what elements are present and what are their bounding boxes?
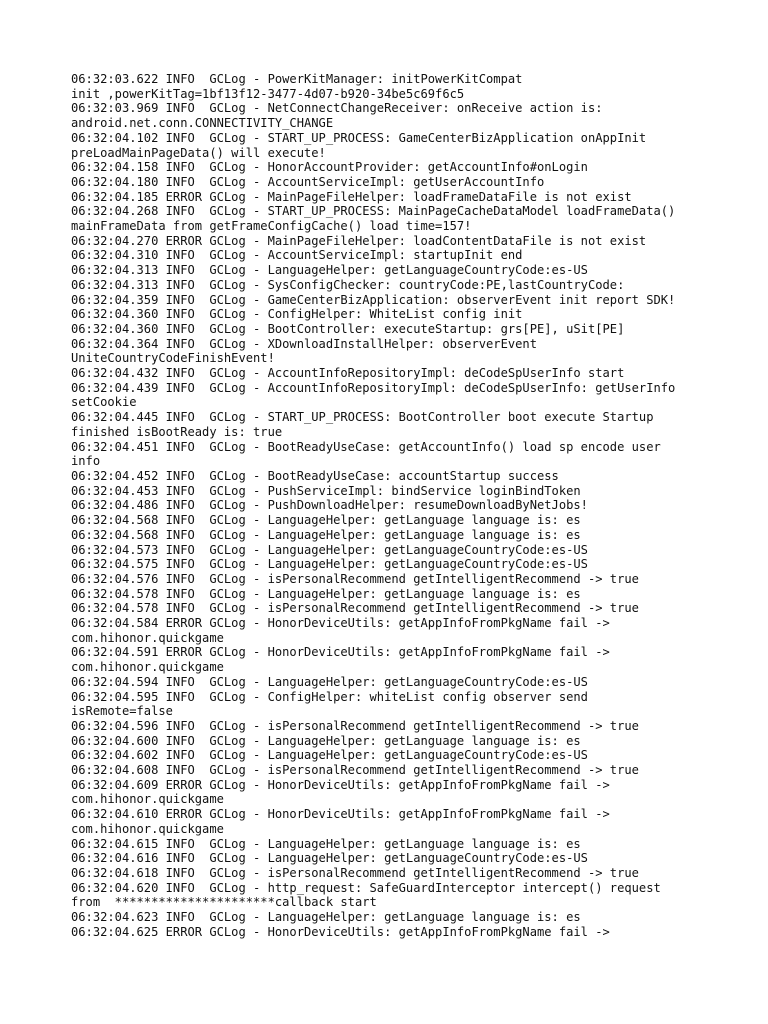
log-line: init ,powerKitTag=1bf13f12-3477-4d07-b920-34be5c69f6c5 (71, 86, 465, 101)
log-line: 06:32:04.609 ERROR GCLog - HonorDeviceUtils: getAppInfoFromPkgName fail -> (71, 777, 610, 792)
log-line: 06:32:04.595 INFO GCLog - ConfigHelper: whiteList config observer send (71, 689, 588, 704)
log-line: 06:32:04.623 INFO GCLog - LanguageHelper: getLanguage language is: es (71, 910, 581, 925)
log-line: 06:32:04.573 INFO GCLog - LanguageHelper: getLanguageCountryCode:es-US (71, 542, 588, 557)
log-line: setCookie (71, 395, 137, 410)
log-document (71, 72, 711, 939)
log-line: 06:32:04.360 INFO GCLog - ConfigHelper: WhiteList config init (71, 307, 523, 322)
log-line: 06:32:04.578 INFO GCLog - isPersonalRecommend getIntelligentRecommend -> true (71, 601, 639, 616)
log-line: isRemote=false (71, 704, 173, 719)
log-line: 06:32:04.615 INFO GCLog - LanguageHelper: getLanguage language is: es (71, 836, 581, 851)
log-line: 06:32:03.622 INFO GCLog - PowerKitManager: initPowerKitCompat (71, 72, 523, 86)
log-line: 06:32:04.608 INFO GCLog - isPersonalRecommend getIntelligentRecommend -> true (71, 763, 639, 778)
log-line: from **********************callback start (71, 895, 377, 910)
log-line: 06:32:04.270 ERROR GCLog - MainPageFileHelper: loadContentDataFile is not exist (71, 233, 647, 248)
log-line: 06:32:04.313 INFO GCLog - SysConfigChecker: countryCode:PE,lastCountryCode: (71, 277, 625, 292)
log-line: mainFrameData from getFrameConfigCache() load time=157! (71, 219, 472, 234)
log-line: 06:32:04.584 ERROR GCLog - HonorDeviceUtils: getAppInfoFromPkgName fail -> (71, 616, 610, 631)
log-line: 06:32:04.102 INFO GCLog - START_UP_PROCESS: GameCenterBizApplication onAppInit (71, 130, 647, 145)
log-line: 06:32:04.439 INFO GCLog - AccountInfoRepositoryImpl: deCodeSpUserInfo: getUserInfo (71, 380, 676, 395)
log-line: 06:32:04.452 INFO GCLog - BootReadyUseCase: accountStartup success (71, 468, 559, 483)
log-line: 06:32:04.568 INFO GCLog - LanguageHelper: getLanguage language is: es (71, 513, 581, 528)
log-line: 06:32:04.625 ERROR GCLog - HonorDeviceUtils: getAppInfoFromPkgName fail -> (71, 924, 610, 939)
log-line: UniteCountryCodeFinishEvent! (71, 351, 275, 366)
log-line: 06:32:04.268 INFO GCLog - START_UP_PROCESS: MainPageCacheDataModel loadFrameData() (71, 204, 676, 219)
log-line: finished isBootReady is: true (71, 424, 283, 439)
log-line: 06:32:04.432 INFO GCLog - AccountInfoRepositoryImpl: deCodeSpUserInfo start (71, 366, 625, 381)
log-line: com.hihonor.quickgame (71, 821, 224, 836)
log-line: 06:32:04.453 INFO GCLog - PushServiceImpl: bindService loginBindToken (71, 483, 581, 498)
log-line: 06:32:04.591 ERROR GCLog - HonorDeviceUtils: getAppInfoFromPkgName fail -> (71, 645, 610, 660)
log-line: 06:32:04.364 INFO GCLog - XDownloadInstallHelper: observerEvent (71, 336, 537, 351)
log-line: 06:32:03.969 INFO GCLog - NetConnectChangeReceiver: onReceive action is: (71, 101, 603, 116)
log-line: com.hihonor.quickgame (71, 792, 224, 807)
log-line: 06:32:04.180 INFO GCLog - AccountServiceImpl: getUserAccountInfo (71, 174, 545, 189)
log-line: 06:32:04.486 INFO GCLog - PushDownloadHelper: resumeDownloadByNetJobs! (71, 498, 588, 513)
log-line: 06:32:04.445 INFO GCLog - START_UP_PROCESS: BootController boot execute Startup (71, 410, 654, 425)
log-line: 06:32:04.310 INFO GCLog - AccountServiceImpl: startupInit end (71, 248, 523, 263)
log-line: 06:32:04.610 ERROR GCLog - HonorDeviceUtils: getAppInfoFromPkgName fail -> (71, 807, 610, 822)
log-line: 06:32:04.596 INFO GCLog - isPersonalRecommend getIntelligentRecommend -> true (71, 718, 639, 733)
log-line: com.hihonor.quickgame (71, 630, 224, 645)
log-line: 06:32:04.578 INFO GCLog - LanguageHelper: getLanguage language is: es (71, 586, 581, 601)
log-line: 06:32:04.620 INFO GCLog - http_request: SafeGuardInterceptor intercept() request (71, 880, 661, 895)
log-line: 06:32:04.594 INFO GCLog - LanguageHelper: getLanguageCountryCode:es-US (71, 674, 588, 689)
log-line: 06:32:04.602 INFO GCLog - LanguageHelper: getLanguageCountryCode:es-US (71, 748, 588, 763)
log-line: com.hihonor.quickgame (71, 660, 224, 675)
log-line: 06:32:04.616 INFO GCLog - LanguageHelper: getLanguageCountryCode:es-US (71, 851, 588, 866)
log-line: 06:32:04.576 INFO GCLog - isPersonalRecommend getIntelligentRecommend -> true (71, 571, 639, 586)
log-line: 06:32:04.185 ERROR GCLog - MainPageFileHelper: loadFrameDataFile is not exist (71, 189, 632, 204)
log-line: info (71, 454, 101, 469)
log-line: 06:32:04.359 INFO GCLog - GameCenterBizApplication: observerEvent init report SDK! (71, 292, 676, 307)
log-line: preLoadMainPageData() will execute! (71, 145, 326, 160)
log-line: 06:32:04.451 INFO GCLog - BootReadyUseCase: getAccountInfo() load sp encode user (71, 439, 661, 454)
log-line: 06:32:04.600 INFO GCLog - LanguageHelper: getLanguage language is: es (71, 733, 581, 748)
log-line: 06:32:04.568 INFO GCLog - LanguageHelper: getLanguage language is: es (71, 527, 581, 542)
log-line: 06:32:04.618 INFO GCLog - isPersonalRecommend getIntelligentRecommend -> true (71, 865, 639, 880)
log-line: 06:32:04.575 INFO GCLog - LanguageHelper: getLanguageCountryCode:es-US (71, 557, 588, 572)
log-line: android.net.conn.CONNECTIVITY_CHANGE (71, 116, 334, 131)
log-line: 06:32:04.158 INFO GCLog - HonorAccountProvider: getAccountInfo#onLogin (71, 160, 588, 175)
log-line: 06:32:04.360 INFO GCLog - BootController: executeStartup: grs[PE], uSit[PE] (71, 321, 625, 336)
log-line: 06:32:04.313 INFO GCLog - LanguageHelper: getLanguageCountryCode:es-US (71, 263, 588, 278)
